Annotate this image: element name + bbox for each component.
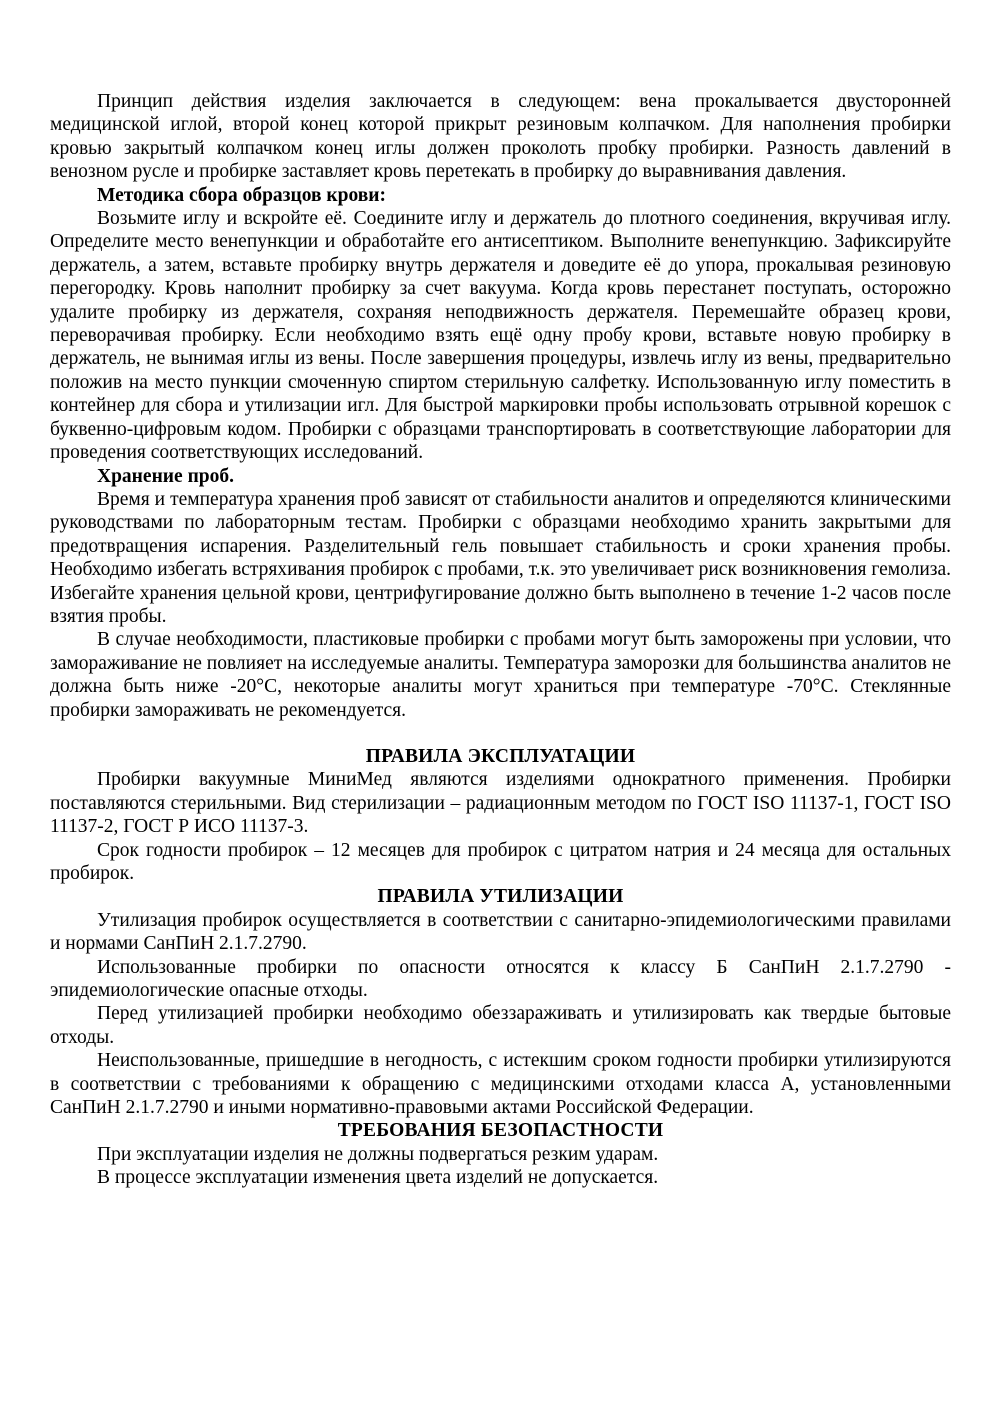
section-heading-centered: ПРАВИЛА ЭКСПЛУАТАЦИИ — [365, 745, 636, 767]
section-heading-inline: Хранение проб. — [97, 465, 235, 487]
paragraph: При эксплуатации изделия не должны подвергаться резким ударам. — [97, 1143, 659, 1165]
section-heading-inline: Методика сбора образцов крови: — [97, 184, 387, 206]
paragraph: В процессе эксплуатации изменения цвета изделий не допускается. — [97, 1167, 659, 1189]
paragraph: Возьмите иглу и вскройте её. Соедините иглу и держатель до плотного соединения, вкручивая иглу. Определите место венепункции и обработайте его антисептиком. Выполните венепункцию. Зафиксируйте держатель, а затем, вставьте пробирку внутрь держателя и доведите её до упора, прокалывая резиновую перегородку. Кровь наполнит пробирку за счет вакуума. Когда кровь перестанет поступать, осторожно удалите пробирку из держателя, сохраняя неподвижность держателя. Перемешайте образец крови, переворачивая пробирку. Если необходимо взять ещё одну пробу крови, вставьте новую пробирку в держатель, не вынимая иглы из вены. После завершения процедуры, извлечь иглу из вены, предварительно положив на место пункции смоченную спиртом стерильную салфетку. Использованную иглу поместить в контейнер для сбора и утилизации игл. Для быстрой маркировки пробы использовать отрывной корешок с буквенно-цифровым кодом. Пробирки с образцами транспортировать в соответствующие лаборатории для проведения соответствующих исследований. — [50, 208, 951, 464]
document-body — [50, 90, 951, 1190]
paragraph: Утилизация пробирок осуществляется в соответствии с санитарно-эпидемиологическими правилами и нормами СанПиН 2.1.7.2790. — [50, 909, 951, 955]
section-heading-centered: ПРАВИЛА УТИЛИЗАЦИИ — [377, 886, 624, 908]
paragraph: Неиспользованные, пришедшие в негодность, с истекшим сроком годности пробирки утилизируются в соответствии с требованиями к обращению с медицинскими отходами класса А, установленными СанПиН 2.1.7.2790 и иными нормативно-правовыми актами Российской Федерации. — [50, 1050, 951, 1119]
paragraph: Пробирки вакуумные МиниМед являются изделиями однократного применения. Пробирки поставляются стерильными. Вид стерилизации – радиационным методом по ГОСТ ISO 11137-1, ГОСТ ISO 11137-2, ГОСТ Р ИСО 11137-3. — [50, 769, 951, 838]
paragraph: Перед утилизацией пробирки необходимо обеззараживать и утилизировать как твердые бытовые отходы. — [50, 1003, 951, 1048]
paragraph: Принцип действия изделия заключается в следующем: вена прокалывается двусторонней медицинской иглой, второй конец которой прикрыт резиновым колпачком. Для наполнения пробирки кровью закрытый колпачком конец иглы должен проколоть пробку пробирки. Разность давлений в венозном русле и пробирке заставляет кровь перетекать в пробирку до выравнивания давления. — [50, 91, 951, 183]
paragraph: Срок годности пробирок – 12 месяцев для пробирок с цитратом натрия и 24 месяца для остальных пробирок. — [50, 839, 951, 884]
section-heading-centered: ТРЕБОВАНИЯ БЕЗОПАСТНОСТИ — [337, 1120, 664, 1142]
paragraph: Время и температура хранения проб зависят от стабильности аналитов и определяются клиническими руководствами по лабораторным тестам. Пробирки с образцами необходимо хранить закрытыми для предотвращения испарения. Разделительный гель повышает стабильность и сроки хранения пробы. Необходимо избегать встряхивания пробирок с пробами, т.к. это увеличивает риск возникновения гемолиза. Избегайте хранения цельной крови, центрифугирование должно быть выполнено в течение 1-2 часов после взятия пробы. — [50, 488, 951, 627]
paragraph: В случае необходимости, пластиковые пробирки с пробами могут быть заморожены при условии, что замораживание не повлияет на исследуемые аналиты. Температура заморозки для большинства аналитов не должна быть ниже -20°С, некоторые аналиты могут храниться при температуре -70°С. Стеклянные пробирки замораживать не рекомендуется. — [50, 629, 951, 721]
paragraph: Использованные пробирки по опасности относятся к классу Б СанПиН 2.1.7.2790 - эпидемиологические опасные отходы. — [50, 956, 951, 1002]
